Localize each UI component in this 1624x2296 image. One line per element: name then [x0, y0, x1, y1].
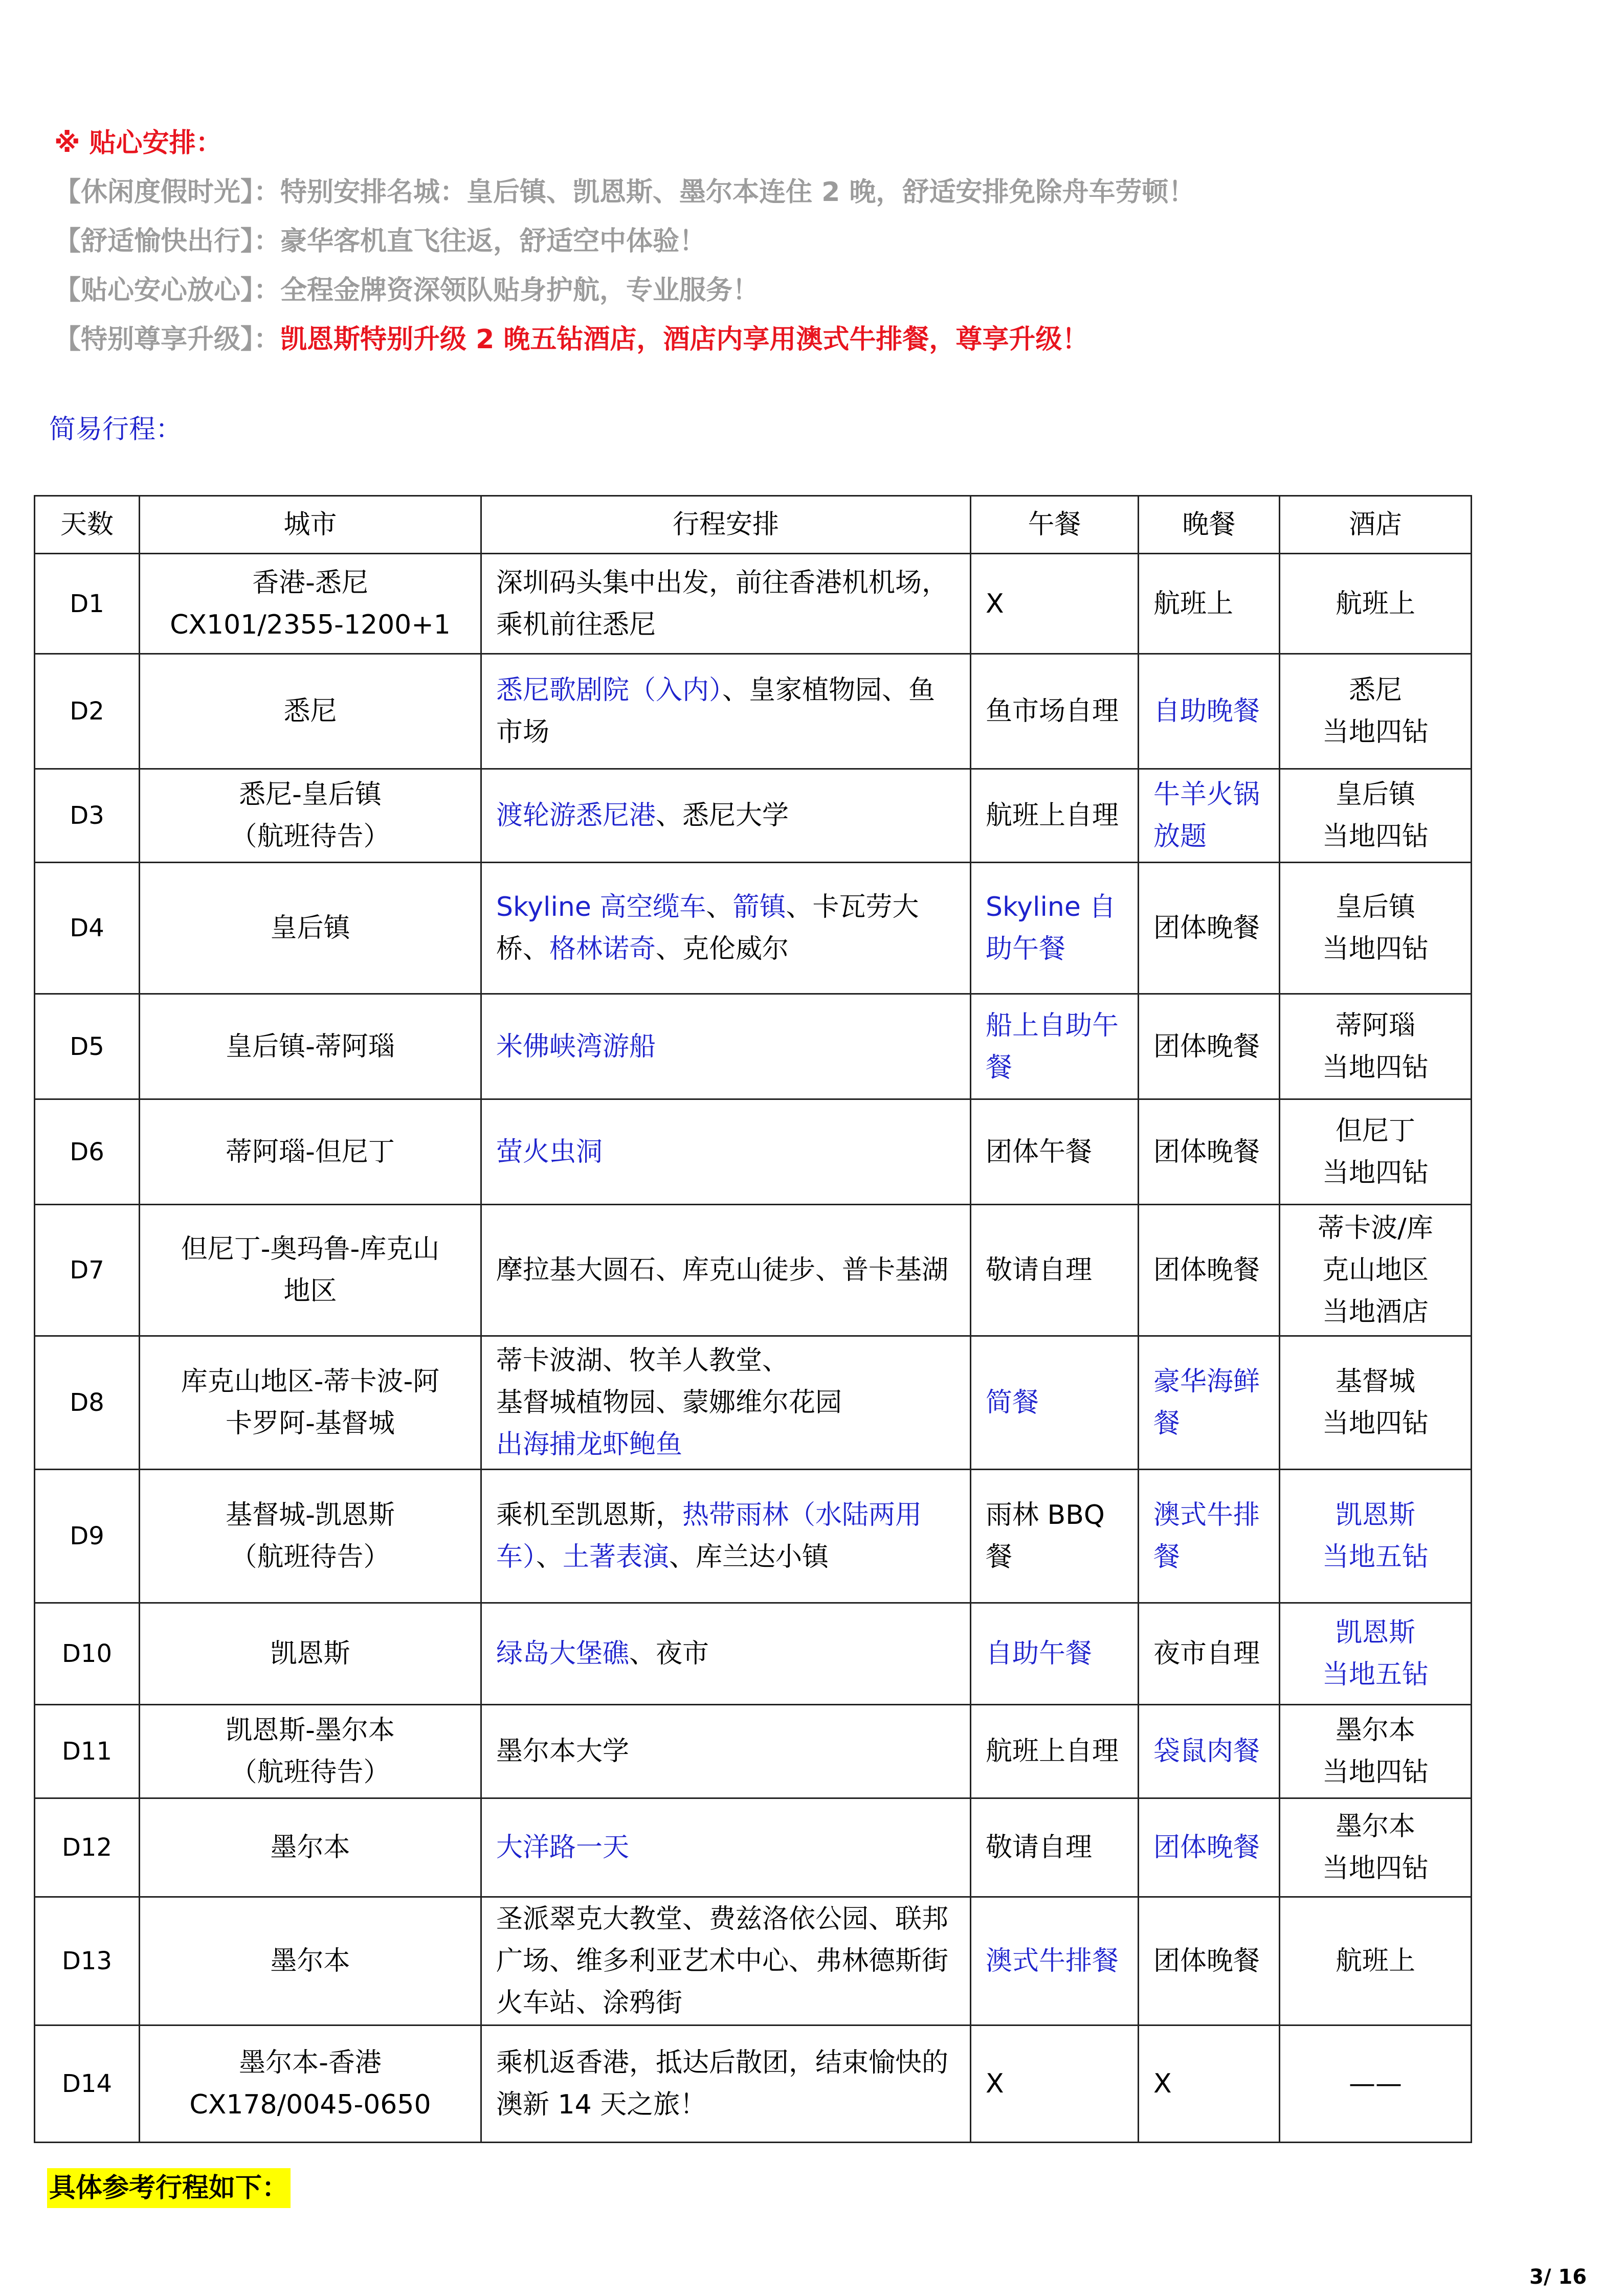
- lunch-cell: [971, 1897, 1139, 2025]
- dinner-text: 航班上: [1153, 588, 1234, 619]
- hotel-cell: [1280, 994, 1472, 1099]
- city-cell: [140, 863, 481, 994]
- highlighted-attraction: 渡轮游悉尼港: [496, 800, 656, 831]
- hotel-line: 航班上: [1335, 1946, 1415, 1976]
- city-line: 凯恩斯: [270, 1638, 350, 1669]
- table-row: [35, 1336, 1472, 1470]
- hotel-line: 当地五钻: [1322, 1542, 1429, 1572]
- dinner-text: 团体晚餐: [1153, 1136, 1260, 1167]
- highlighted-attraction: 土著表演: [563, 1542, 670, 1572]
- highlighted-attraction: 萤火虫洞: [496, 1136, 603, 1167]
- hotel-line: 基督城: [1335, 1366, 1415, 1397]
- plan-text: 、: [536, 1542, 563, 1572]
- header-plan: 行程安排: [481, 496, 971, 554]
- itinerary-table: [34, 495, 1472, 2143]
- city-line: 基督城-凯恩斯: [226, 1500, 395, 1530]
- table-row: [35, 2025, 1472, 2143]
- lunch-cell: [971, 2025, 1139, 2143]
- plan-text: 圣派翠克大教堂、费兹洛依公园、联邦广场、维多利亚艺术中心、弗林德斯街火车站、涂鸦街: [496, 1904, 949, 2018]
- dinner-cell: [1139, 2025, 1280, 2143]
- lunch-cell: [971, 994, 1139, 1099]
- highlights-title: ※ 贴心安排：: [54, 128, 223, 159]
- city-cell: [140, 1603, 481, 1705]
- hotel-cell: [1280, 1897, 1472, 2025]
- city-cell: [140, 1897, 481, 2025]
- plan-cell: [481, 1798, 971, 1897]
- reference-itinerary-note: 具体参考行程如下：: [47, 2168, 291, 2208]
- hotel-cell: [1280, 554, 1472, 654]
- day-cell: D10: [35, 1603, 140, 1705]
- city-line: （航班待告）: [230, 1757, 390, 1788]
- lunch-text: X: [986, 588, 1004, 619]
- dinner-cell: [1139, 1205, 1280, 1336]
- hotel-cell: [1280, 1205, 1472, 1336]
- city-line: 皇后镇: [270, 913, 350, 943]
- hotel-line: 当地四钻: [1322, 1052, 1429, 1083]
- table-row: [35, 769, 1472, 863]
- city-line: 墨尔本: [270, 1946, 350, 1976]
- dinner-cell: [1139, 1897, 1280, 2025]
- city-line: 蒂阿瑙-但尼丁: [226, 1136, 395, 1167]
- hotel-cell: [1280, 863, 1472, 994]
- hotel-cell: [1280, 2025, 1472, 2143]
- plan-text: 摩拉基大圆石、库克山徒步、普卡基湖: [496, 1255, 949, 1286]
- lunch-cell: [971, 1205, 1139, 1336]
- lunch-text: 自助午餐: [986, 1638, 1093, 1669]
- plan-text: 基督城植物园、蒙娜维尔花园: [496, 1387, 842, 1418]
- day-cell: D9: [35, 1470, 140, 1603]
- dinner-text: 夜市自理: [1153, 1638, 1260, 1669]
- hotel-line: 当地四钻: [1322, 1157, 1429, 1188]
- highlights-section: [54, 119, 1195, 364]
- brief-itinerary-title: 简易行程：: [49, 414, 183, 445]
- highlight-tag: 【舒适愉快出行】：: [54, 226, 281, 257]
- dinner-text: 自助晚餐: [1153, 696, 1260, 727]
- table-header-row: [35, 496, 1472, 554]
- highlight-text: 特别安排名城：皇后镇、凯恩斯、墨尔本连住 2 晚，舒适安排免除舟车劳顿！: [280, 177, 1195, 208]
- hotel-line: 蒂卡波/库: [1318, 1213, 1433, 1244]
- page-number: 3/ 16: [1529, 2265, 1587, 2289]
- highlight-tag: 【特别尊享升级】：: [54, 324, 281, 355]
- highlight-text: 豪华客机直飞往返，舒适空中体验！: [280, 226, 706, 257]
- header-city: 城市: [140, 496, 481, 554]
- lunch-cell: [971, 654, 1139, 769]
- lunch-text: 航班上自理: [986, 1736, 1119, 1767]
- plan-text: 墨尔本大学: [496, 1736, 630, 1767]
- city-cell: [140, 554, 481, 654]
- hotel-line: 皇后镇: [1335, 892, 1415, 922]
- hotel-line: 凯恩斯: [1335, 1500, 1415, 1530]
- dinner-cell: [1139, 769, 1280, 863]
- table-row: [35, 1798, 1472, 1897]
- dinner-text: 团体晚餐: [1153, 1832, 1260, 1863]
- hotel-line: 墨尔本: [1335, 1811, 1415, 1842]
- plan-text: 深圳码头集中出发，前往香港机机场，乘机前往悉尼: [496, 567, 949, 640]
- dinner-cell: [1139, 1470, 1280, 1603]
- dinner-text: 袋鼠肉餐: [1153, 1736, 1260, 1767]
- highlight-item: [54, 315, 1195, 364]
- hotel-line: 蒂阿瑙: [1335, 1010, 1415, 1041]
- dinner-text: 澳式牛排餐: [1153, 1500, 1260, 1572]
- city-line: 库克山地区-蒂卡波-阿: [181, 1366, 440, 1397]
- dinner-text: X: [1153, 2068, 1172, 2099]
- dinner-cell: [1139, 554, 1280, 654]
- lunch-cell: [971, 1603, 1139, 1705]
- plan-text: 乘机至凯恩斯，: [496, 1500, 683, 1530]
- lunch-text: 敬请自理: [986, 1255, 1093, 1286]
- lunch-text: 鱼市场自理: [986, 696, 1119, 727]
- plan-text: 、悉尼大学: [656, 800, 789, 831]
- lunch-cell: [971, 1798, 1139, 1897]
- table-row: [35, 994, 1472, 1099]
- dinner-cell: [1139, 654, 1280, 769]
- hotel-line: ——: [1349, 2068, 1402, 2099]
- dinner-text: 牛羊火锅放题: [1153, 779, 1260, 852]
- plan-text: 、夜市: [629, 1638, 709, 1669]
- highlight-item: [54, 266, 1195, 315]
- plan-cell: [481, 654, 971, 769]
- city-cell: [140, 1205, 481, 1336]
- highlight-item: [54, 217, 1195, 266]
- table-row: [35, 1705, 1472, 1798]
- highlight-text: 凯恩斯特别升级 2 晚五钻酒店，酒店内享用澳式牛排餐，尊享升级！: [280, 324, 1089, 355]
- highlight-item: [54, 168, 1195, 217]
- day-cell: D13: [35, 1897, 140, 2025]
- city-line: 卡罗阿-基督城: [226, 1408, 395, 1439]
- table-row: [35, 1897, 1472, 2025]
- hotel-line: 当地四钻: [1322, 1757, 1429, 1788]
- city-line: 但尼丁-奥玛鲁-库克山: [181, 1234, 440, 1265]
- city-line: 墨尔本-香港: [239, 2047, 382, 2078]
- plan-text: 、库兰达小镇: [669, 1542, 829, 1572]
- highlighted-attraction: 悉尼歌剧院（入内）: [496, 675, 723, 706]
- hotel-line: 墨尔本: [1335, 1715, 1415, 1746]
- highlight-tag: 【休闲度假时光】：: [54, 177, 281, 208]
- city-line: 香港-悉尼: [252, 567, 368, 598]
- dinner-text: 团体晚餐: [1153, 1031, 1260, 1062]
- day-cell: D1: [35, 554, 140, 654]
- city-line: CX101/2355-1200+1: [170, 609, 451, 640]
- plan-cell: [481, 1897, 971, 2025]
- day-cell: D6: [35, 1099, 140, 1205]
- lunch-cell: [971, 554, 1139, 654]
- highlighted-attraction: 箭镇: [732, 892, 786, 922]
- city-line: 凯恩斯-墨尔本: [226, 1715, 395, 1746]
- city-cell: [140, 769, 481, 863]
- hotel-line: 皇后镇: [1335, 779, 1415, 810]
- dinner-text: 豪华海鲜餐: [1153, 1366, 1260, 1439]
- dinner-text: 团体晚餐: [1153, 913, 1260, 943]
- dinner-cell: [1139, 1705, 1280, 1798]
- plan-cell: [481, 769, 971, 863]
- lunch-text: 航班上自理: [986, 800, 1119, 831]
- header-day: 天数: [35, 496, 140, 554]
- table-row: [35, 1470, 1472, 1603]
- hotel-line: 航班上: [1335, 588, 1415, 619]
- hotel-line: 当地酒店: [1322, 1297, 1429, 1327]
- lunch-text: 澳式牛排餐: [986, 1946, 1119, 1976]
- hotel-line: 悉尼: [1348, 675, 1402, 706]
- lunch-text: 简餐: [986, 1387, 1039, 1418]
- dinner-text: 团体晚餐: [1153, 1946, 1260, 1976]
- dinner-cell: [1139, 1798, 1280, 1897]
- plan-cell: [481, 994, 971, 1099]
- dinner-cell: [1139, 1336, 1280, 1470]
- lunch-text: 雨林 BBQ 餐: [986, 1500, 1105, 1572]
- plan-cell: [481, 2025, 971, 2143]
- hotel-line: 当地四钻: [1322, 821, 1429, 852]
- city-line: 皇后镇-蒂阿瑙: [226, 1031, 395, 1062]
- day-cell: D8: [35, 1336, 140, 1470]
- day-cell: D11: [35, 1705, 140, 1798]
- plan-cell: [481, 1336, 971, 1470]
- hotel-line: 当地五钻: [1322, 1659, 1429, 1690]
- plan-cell: [481, 863, 971, 994]
- plan-cell: [481, 1099, 971, 1205]
- table-row: [35, 863, 1472, 994]
- city-line: CX178/0045-0650: [189, 2089, 431, 2120]
- hotel-line: 当地四钻: [1322, 717, 1429, 748]
- city-cell: [140, 654, 481, 769]
- highlight-text: 全程金牌资深领队贴身护航，专业服务！: [280, 275, 760, 306]
- dinner-text: 团体晚餐: [1153, 1255, 1260, 1286]
- table-row: [35, 1205, 1472, 1336]
- plan-text: 、克伦威尔: [656, 934, 789, 964]
- day-cell: D14: [35, 2025, 140, 2143]
- table-row: [35, 1603, 1472, 1705]
- city-line: 墨尔本: [270, 1832, 350, 1863]
- lunch-cell: [971, 1099, 1139, 1205]
- lunch-text: 敬请自理: [986, 1832, 1093, 1863]
- hotel-cell: [1280, 654, 1472, 769]
- hotel-cell: [1280, 769, 1472, 863]
- highlighted-attraction: 热带雨林（水陆两用车）: [496, 1500, 922, 1572]
- day-cell: D4: [35, 863, 140, 994]
- hotel-line: 但尼丁: [1335, 1115, 1415, 1146]
- plan-cell: [481, 1470, 971, 1603]
- city-line: 悉尼-皇后镇: [239, 779, 382, 810]
- lunch-cell: [971, 1705, 1139, 1798]
- hotel-cell: [1280, 1336, 1472, 1470]
- plan-cell: [481, 1205, 971, 1336]
- header-hotel: 酒店: [1280, 496, 1472, 554]
- hotel-cell: [1280, 1798, 1472, 1897]
- lunch-text: 团体午餐: [986, 1136, 1093, 1167]
- dinner-cell: [1139, 863, 1280, 994]
- city-cell: [140, 2025, 481, 2143]
- header-dinner: 晚餐: [1139, 496, 1280, 554]
- highlighted-attraction: 绿岛大堡礁: [496, 1638, 630, 1669]
- hotel-cell: [1280, 1099, 1472, 1205]
- city-line: 悉尼: [283, 696, 337, 727]
- dinner-cell: [1139, 1099, 1280, 1205]
- plan-text: 乘机返香港，抵达后散团，结束愉快的澳新 14 天之旅！: [496, 2047, 949, 2120]
- hotel-cell: [1280, 1470, 1472, 1603]
- lunch-text: 船上自助午餐: [986, 1010, 1119, 1083]
- city-line: 地区: [283, 1276, 337, 1307]
- hotel-cell: [1280, 1705, 1472, 1798]
- day-cell: D5: [35, 994, 140, 1099]
- table-row: [35, 654, 1472, 769]
- day-cell: D12: [35, 1798, 140, 1897]
- hotel-line: 凯恩斯: [1335, 1617, 1415, 1648]
- city-cell: [140, 1705, 481, 1798]
- highlighted-attraction: Skyline 高空缆车: [496, 892, 706, 922]
- plan-text: 、皇家植物园、鱼市场: [496, 675, 936, 748]
- dinner-cell: [1139, 1603, 1280, 1705]
- city-line: （航班待告）: [230, 1542, 390, 1572]
- hotel-line: 当地四钻: [1322, 1853, 1429, 1884]
- highlighted-attraction: 大洋路一天: [496, 1832, 630, 1863]
- lunch-cell: [971, 769, 1139, 863]
- table-row: [35, 554, 1472, 654]
- day-cell: D7: [35, 1205, 140, 1336]
- plan-cell: [481, 554, 971, 654]
- lunch-cell: [971, 1470, 1139, 1603]
- city-cell: [140, 1798, 481, 1897]
- day-cell: D3: [35, 769, 140, 863]
- city-cell: [140, 1099, 481, 1205]
- table-row: [35, 1099, 1472, 1205]
- header-lunch: 午餐: [971, 496, 1139, 554]
- plan-text: 、卡瓦劳大桥、: [496, 892, 919, 964]
- dinner-cell: [1139, 994, 1280, 1099]
- hotel-line: 当地四钻: [1322, 1408, 1429, 1439]
- highlight-tag: 【贴心安心放心】：: [54, 275, 281, 306]
- lunch-text: X: [986, 2068, 1004, 2099]
- hotel-line: 当地四钻: [1322, 934, 1429, 964]
- highlighted-attraction: 米佛峡湾游船: [496, 1031, 656, 1062]
- city-cell: [140, 994, 481, 1099]
- plan-cell: [481, 1603, 971, 1705]
- day-cell: D2: [35, 654, 140, 769]
- highlighted-attraction: 出海捕龙虾鲍鱼: [496, 1429, 683, 1460]
- city-line: （航班待告）: [230, 821, 390, 852]
- city-cell: [140, 1470, 481, 1603]
- city-cell: [140, 1336, 481, 1470]
- plan-cell: [481, 1705, 971, 1798]
- hotel-line: 克山地区: [1322, 1255, 1429, 1286]
- highlighted-attraction: 格林诺奇: [549, 934, 656, 964]
- lunch-cell: [971, 1336, 1139, 1470]
- lunch-cell: [971, 863, 1139, 994]
- plan-text: 、: [706, 892, 733, 922]
- hotel-cell: [1280, 1603, 1472, 1705]
- plan-text: 蒂卡波湖、牧羊人教堂、: [496, 1345, 789, 1376]
- lunch-text: Skyline 自助午餐: [986, 892, 1116, 964]
